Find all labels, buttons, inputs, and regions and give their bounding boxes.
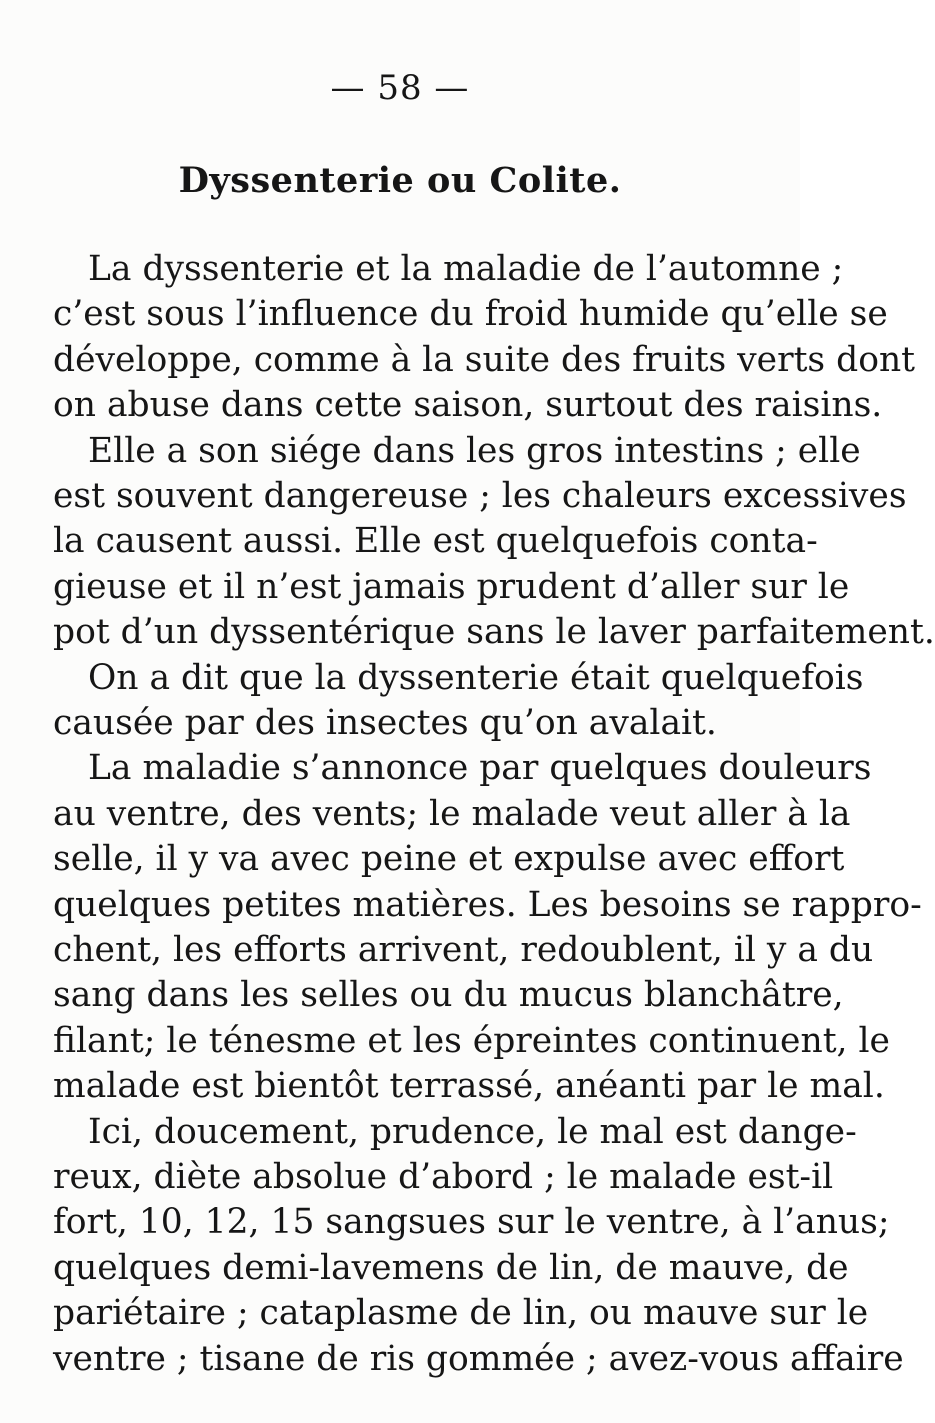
text-line: ventre ; tisane de ris gommée ; avez-vous affaire: [53, 1338, 904, 1379]
text-line: c’est sous l’influence du froid humide qu’elle se: [53, 294, 888, 335]
text-line: selle, il y va avec peine et expulse avec effort: [53, 839, 845, 880]
text-line: chent, les efforts arrivent, redoublent, il y a du: [53, 930, 874, 970]
text-line: pot d’un dyssentérique sans le laver parfaitement.: [53, 612, 935, 653]
text-line: quelques petites matières. Les besoins se rappro-: [53, 884, 922, 925]
text-line: fort, 10, 12, 15 sangsues sur le ventre, à l’anus;: [53, 1202, 890, 1243]
text-line: reux, diète absolue d’abord ; le malade est-il: [53, 1157, 834, 1197]
text-line: sang dans les selles ou du mucus blanchâtre,: [53, 975, 844, 1016]
section-title: Dyssenterie ou Colite.: [178, 160, 622, 201]
text-line: causée par des insectes qu’on avalait.: [53, 703, 717, 743]
text-line: développe, comme à la suite des fruits verts dont: [53, 339, 916, 380]
text-line: La maladie s’annonce par quelques douleurs: [88, 748, 872, 789]
text-line: On a dit que la dyssenterie était quelquefois: [88, 657, 864, 698]
text-line: on abuse dans cette saison, surtout des raisins.: [53, 385, 883, 426]
text-line: pariétaire ; cataplasme de lin, ou mauve sur le: [53, 1293, 869, 1334]
text-line: malade est bientôt terrassé, anéanti par le mal.: [53, 1066, 885, 1107]
page-number: — 58 —: [330, 68, 470, 108]
text-line: filant; le ténesme et les épreintes continuent, le: [53, 1020, 890, 1061]
text-line: est souvent dangereuse ; les chaleurs excessives: [53, 476, 907, 516]
text-line: gieuse et il n’est jamais prudent d’aller sur le: [53, 566, 850, 607]
text-line: Elle a son siége dans les gros intestins ; elle: [88, 430, 861, 471]
text-line: quelques demi-lavemens de lin, de mauve, de: [53, 1247, 849, 1288]
text-line: Ici, doucement, prudence, le mal est dange-: [88, 1111, 857, 1152]
text-line: la causent aussi. Elle est quelquefois conta-: [53, 521, 818, 562]
text-line: La dyssenterie et la maladie de l’automne ;: [88, 249, 844, 289]
text-line: au ventre, des vents; le malade veut aller à la: [53, 793, 851, 834]
